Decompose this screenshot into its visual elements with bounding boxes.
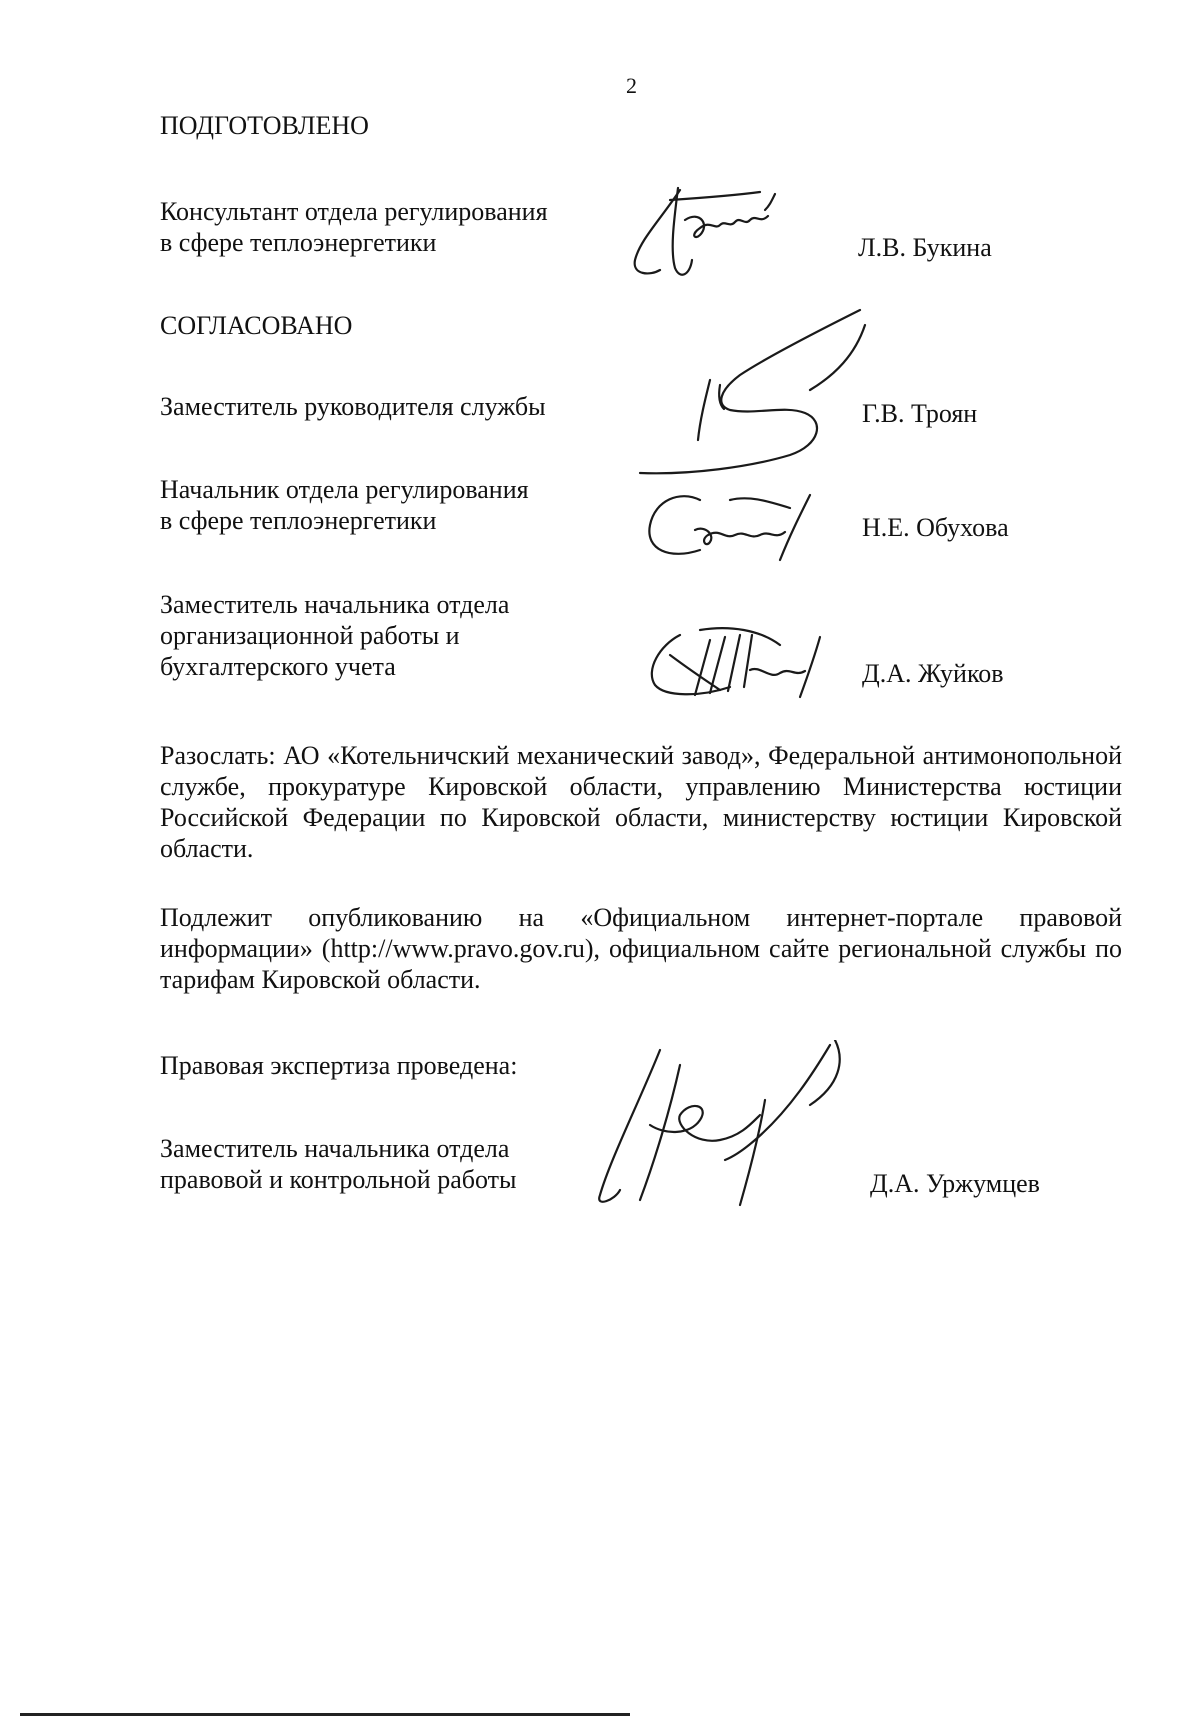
signatory-1-position [160,391,630,422]
prepared-name: Л.В. Букина [858,233,992,262]
position-line: Начальник отдела регулирования [160,475,529,504]
signatory-2-name: Н.Е. Обухова [862,513,1009,542]
prepared-position [160,196,630,258]
signature-bukina [630,180,830,290]
position-line: Заместитель начальника отдела [160,1134,510,1163]
distribution-paragraph: Разослать: АО «Котельничский механический завод», Федеральной антимонопольной службе, прокуратуре Кировской области, управлению Министерства юстиции Российской Федерации по Кировской области, министерству юстиции Кировской области. [160,741,1122,863]
signature-zhuykov [640,625,840,705]
position-line: Заместитель начальника отдела [160,590,510,619]
bottom-rule [20,1713,630,1716]
signatory-2-position [160,474,630,536]
legal-review-position [160,1133,630,1195]
position-line: в сфере теплоэнергетики [160,506,437,535]
signature-urzhumtsev [580,1040,860,1210]
position-line: Заместитель руководителя службы [160,392,546,421]
position-line: Консультант отдела регулирования [160,197,548,226]
signatory-1-name: Г.В. Троян [862,399,978,428]
approved-heading: СОГЛАСОВАНО [160,311,353,340]
signatory-3-name: Д.А. Жуйков [862,659,1004,688]
position-line: бухгалтерского учета [160,652,396,681]
signatory-3-position [160,589,630,682]
signature-troyan [620,305,880,485]
legal-review-heading: Правовая экспертиза проведена: [160,1051,518,1080]
position-line: организационной работы и [160,621,460,650]
page-number: 2 [626,73,637,98]
legal-review-name: Д.А. Уржумцев [870,1169,1040,1198]
position-line: правовой и контрольной работы [160,1165,517,1194]
prepared-heading: ПОДГОТОВЛЕНО [160,111,369,140]
position-line: в сфере теплоэнергетики [160,228,437,257]
publication-paragraph: Подлежит опубликованию на «Официальном интернет-портале правовой информации» (http://www.pravo.gov.ru), официальном сайте региональной службы по тарифам Кировской области. [160,903,1122,994]
signature-obukhova [640,480,840,570]
